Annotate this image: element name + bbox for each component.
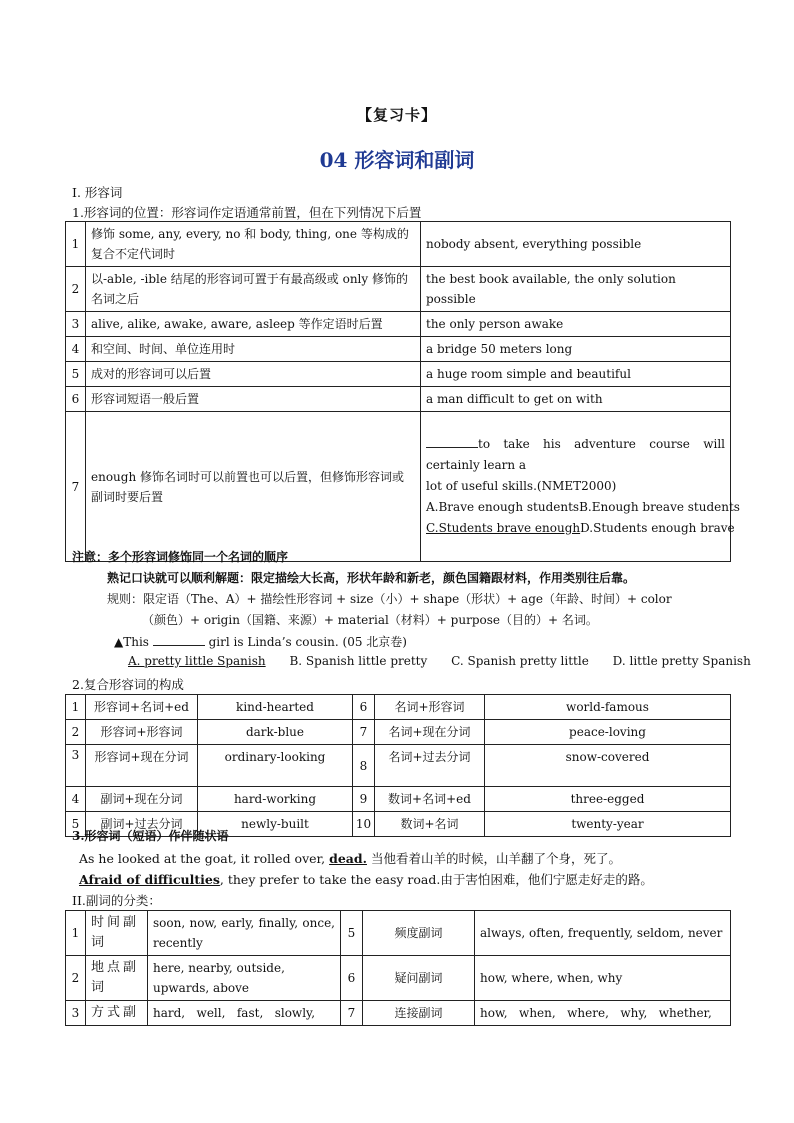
formation-cell: 副词+现在分词	[86, 787, 198, 812]
example-question-cell	[421, 412, 740, 562]
example-cell: the only person awake	[421, 312, 731, 337]
example-cell: a bridge 50 meters long	[421, 337, 731, 362]
row-number: 6	[353, 695, 375, 720]
example-cell: always, often, frequently, seldom, never	[475, 911, 731, 956]
row-number: 2	[66, 267, 86, 312]
subheading-compound-adjectives: 2.复合形容词的构成	[72, 677, 184, 692]
order-question: ▲This girl is Linda’s cousin. (05 北京卷)	[114, 635, 407, 649]
example-cell: snow-covered	[485, 745, 731, 787]
table-row	[66, 695, 731, 720]
subheading-adjective-adverbial: 3.形容词（短语）作伴随状语	[72, 829, 229, 843]
formation-cell: 形容词+现在分词	[86, 745, 198, 787]
formation-cell: 名词+现在分词	[375, 720, 485, 745]
table-row	[66, 412, 731, 562]
formation-cell: 形容词+形容词	[86, 720, 198, 745]
row-number: 3	[66, 745, 86, 787]
question-stem: to take his adventure course will certainly learn a	[426, 437, 725, 472]
example-cell: hard, well, fast, slowly,	[148, 1001, 341, 1026]
table-row	[66, 362, 731, 387]
answer-blank	[426, 447, 478, 448]
adjective-position-table	[65, 221, 740, 562]
row-number: 5	[341, 911, 363, 956]
category-cell: 连接副词	[363, 1001, 475, 1026]
rule-cell: enough 修饰名词时可以前置也可以后置，但修饰形容词或副词时要后置	[86, 412, 421, 562]
order-options	[128, 654, 771, 668]
row-number: 2	[66, 956, 86, 1001]
rule-cell: 以-able, -ible 结尾的形容词可置于有最高级或 only 修饰的名词之后	[86, 267, 421, 312]
example-sentence-2: Afraid of difficulties, they prefer to take the easy road.由于害怕困难，他们宁愿走好走的路。	[79, 872, 653, 887]
formation-cell: 名词+过去分词	[375, 745, 485, 787]
table-row	[66, 745, 731, 787]
category-cell: 地点副词	[86, 956, 148, 1001]
option-b: B.Enough breave students	[579, 500, 740, 514]
option-a: A.Brave enough students	[426, 500, 580, 514]
rule-cell: alive, alike, awake, aware, asleep 等作定语时后置	[86, 312, 421, 337]
option-d: D.Students enough brave	[580, 521, 735, 535]
rule-cell: 修饰 some, any, every, no 和 body, thing, one 等构成的复合不定代词时	[86, 222, 421, 267]
table-row	[66, 1001, 731, 1026]
review-card-label: 【复习卡】	[356, 106, 437, 124]
row-number: 3	[66, 312, 86, 337]
example-cell: nobody absent, everything possible	[421, 222, 731, 267]
option-b: B. Spanish little pretty	[289, 654, 428, 668]
order-mnemonic: 熟记口诀就可以顺利解题：限定描绘大长高，形状年龄和新老，颜色国籍跟材料，作用类别往后靠。	[107, 571, 636, 585]
table-row	[66, 720, 731, 745]
example-cell: twenty-year	[485, 812, 731, 837]
answer-blank	[153, 645, 205, 646]
example-cell: ordinary-looking	[198, 745, 353, 787]
options-ab	[426, 497, 740, 518]
page-title: 04 形容词和副词	[319, 148, 475, 172]
table-row	[66, 956, 731, 1001]
row-number: 7	[353, 720, 375, 745]
example-cell: newly-built	[198, 812, 353, 837]
formation-cell: 副词+过去分词	[86, 812, 198, 837]
row-number: 9	[353, 787, 375, 812]
table-row	[66, 267, 731, 312]
category-cell: 时间副词	[86, 911, 148, 956]
table-row	[66, 312, 731, 337]
category-cell: 疑问副词	[363, 956, 475, 1001]
order-note-heading: 注意：多个形容词修饰同一个名词的顺序	[72, 550, 289, 564]
example-cell: dark-blue	[198, 720, 353, 745]
question-source: lot of useful skills.(NMET2000)	[426, 479, 617, 493]
formation-cell: 名词+形容词	[375, 695, 485, 720]
table-row	[66, 337, 731, 362]
table-row	[66, 387, 731, 412]
rule-cell: 成对的形容词可以后置	[86, 362, 421, 387]
formation-cell: 形容词+名词+ed	[86, 695, 198, 720]
example-cell: kind-hearted	[198, 695, 353, 720]
example-cell: how, where, when, why	[475, 956, 731, 1001]
section-heading-adverbs: II.副词的分类：	[72, 893, 161, 908]
section-heading-adjectives: I. 形容词	[72, 185, 123, 200]
subheading-adjective-position: 1.形容词的位置：形容词作定语通常前置，但在下列情况下后置	[72, 205, 422, 220]
row-number: 6	[66, 387, 86, 412]
category-cell: 方式副	[86, 1001, 148, 1026]
example-cell: three-egged	[485, 787, 731, 812]
row-number: 5	[66, 362, 86, 387]
row-number: 2	[66, 720, 86, 745]
row-number: 7	[66, 412, 86, 562]
example-cell: here, nearby, outside, upwards, above	[148, 956, 341, 1001]
example-cell: hard-working	[198, 787, 353, 812]
formation-cell: 数词+名词+ed	[375, 787, 485, 812]
option-d: D. little pretty Spanish	[612, 654, 751, 668]
option-a: A. pretty little Spanish	[128, 654, 266, 668]
rule-cell: 形容词短语一般后置	[86, 387, 421, 412]
row-number: 1	[66, 911, 86, 956]
example-cell: the best book available, the only solution possible	[421, 267, 731, 312]
order-rule-line1: 规则：限定语（The、A）+ 描绘性形容词 + size（小）+ shape（形状）+ age（年龄、时间）+ color	[107, 592, 672, 606]
option-c: C.Students brave enough	[426, 521, 581, 535]
table-row	[66, 222, 731, 267]
example-cell: world-famous	[485, 695, 731, 720]
example-cell: how, when, where, why, whether,	[475, 1001, 731, 1026]
row-number: 7	[341, 1001, 363, 1026]
options-cd	[426, 518, 735, 539]
row-number: 4	[66, 787, 86, 812]
table-row	[66, 911, 731, 956]
example-cell: peace-loving	[485, 720, 731, 745]
category-cell: 频度副词	[363, 911, 475, 956]
row-number: 8	[353, 745, 375, 787]
row-number: 1	[66, 695, 86, 720]
row-number: 10	[353, 812, 375, 837]
row-number: 6	[341, 956, 363, 1001]
adverb-class-table	[65, 910, 731, 1026]
example-sentence-1: As he looked at the goat, it rolled over, dead. 当他看着山羊的时候，山羊翻了个身，死了。	[79, 851, 621, 866]
row-number: 3	[66, 1001, 86, 1026]
row-number: 5	[66, 812, 86, 837]
example-cell: a man difficult to get on with	[421, 387, 731, 412]
rule-cell: 和空间、时间、单位连用时	[86, 337, 421, 362]
example-cell: soon, now, early, finally, once, recently	[148, 911, 341, 956]
order-rule-line2: （颜色）+ origin（国籍、来源）+ material（材料）+ purpose（目的）+ 名词。	[142, 613, 598, 627]
compound-adjective-table	[65, 694, 731, 837]
formation-cell: 数词+名词	[375, 812, 485, 837]
example-cell: a huge room simple and beautiful	[421, 362, 731, 387]
table-row	[66, 787, 731, 812]
row-number: 4	[66, 337, 86, 362]
option-c: C. Spanish pretty little	[451, 654, 589, 668]
row-number: 1	[66, 222, 86, 267]
